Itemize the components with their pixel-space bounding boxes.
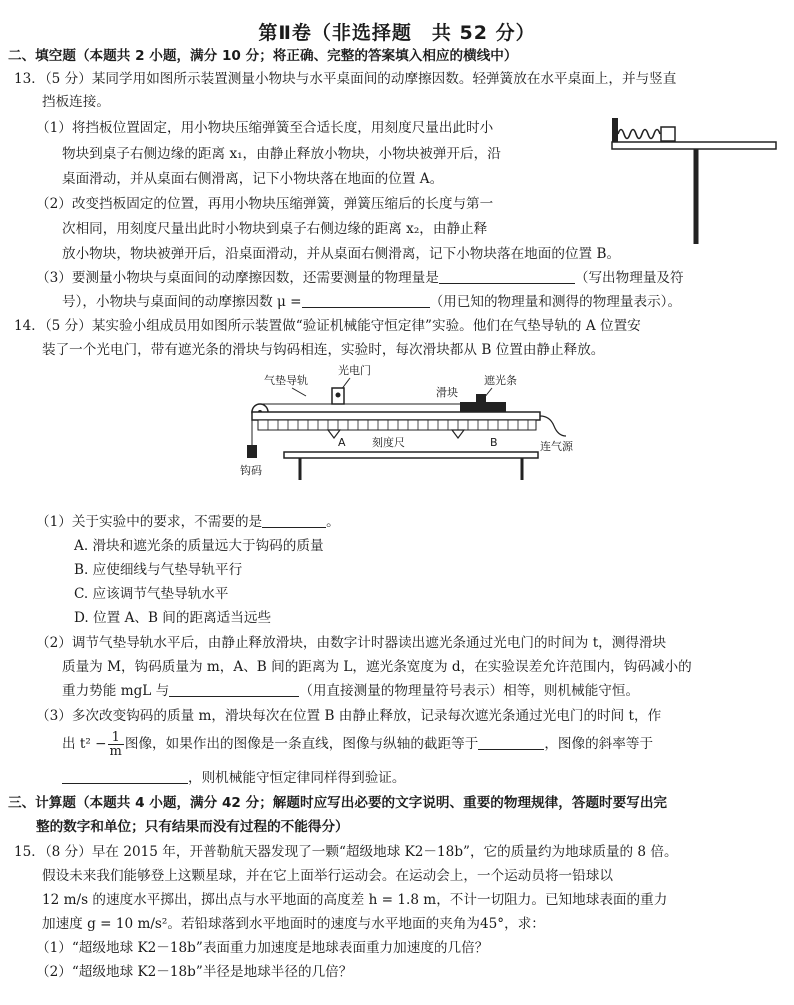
- section2-header: 二、填空题（本题共 2 小题，满分 10 分；将正确、完整的答案填入相应的横线中）: [8, 48, 518, 64]
- q14-part3-text-d: ，则机械能守恒定律同样得到验证。: [188, 770, 406, 786]
- air-hose: [540, 416, 566, 436]
- hook-weight: [247, 445, 257, 458]
- q14-part3-line1: （3）多次改变钩码的质量 m，滑块每次在位置 B 由静止释放，记录每次遮光条通过光电门的时间 t，作: [36, 708, 662, 724]
- answer-blank[interactable]: [169, 681, 299, 697]
- q13-part1-line2: 物块到桌子右侧边缘的距离 x₁，由静止释放小物块，小物块被弹开后，沿: [62, 146, 501, 162]
- q15-line3: 12 m/s 的速度水平掷出，掷出点与水平地面的高度差 h = 1.8 m，不计一切阻力。已知地球表面的重力: [42, 892, 668, 908]
- ruler-label: 刻度尺: [372, 436, 405, 449]
- q14-part2-text-b: （用直接测量的物理量符号表示）相等，则机械能守恒。: [299, 683, 640, 699]
- answer-blank[interactable]: [439, 268, 575, 284]
- q15-line2: 假设未来我们能够登上这颗星球，并在它上面举行运动会。在运动会上，一个运动员将一铅球以: [42, 868, 613, 884]
- q13-part3-line1: [36, 268, 684, 288]
- q14-option-a: A. 滑块和遮光条的质量远大于钩码的质量: [74, 538, 324, 554]
- q14-option-b: B. 应使细线与气垫导轨平行: [74, 562, 243, 578]
- q13-line2: 挡板连接。: [42, 94, 110, 110]
- q14-part2-line3: [62, 681, 639, 701]
- q13-part3-text-a: （3）要测量小物块与桌面间的动摩擦因数，还需要测量的物理量是: [36, 270, 439, 286]
- q14-part1-end: 。: [326, 514, 340, 530]
- air-track-rail: [252, 412, 540, 420]
- small-block: [661, 127, 675, 141]
- shading-strip-label: 遮光条: [484, 374, 517, 387]
- q14-part3-line2: [62, 730, 653, 758]
- lab-table-top: [284, 452, 538, 458]
- q13-line1: 13．（5 分）某同学用如图所示装置测量小物块与水平桌面间的动摩擦因数。轻弹簧放在水平桌面上，并与竖直: [14, 71, 677, 87]
- q13-part1-line1: （1）将挡板位置固定，用小物块压缩弹簧至合适长度，用刻度尺量出此时小: [36, 120, 494, 136]
- q14-part3-line3: [62, 768, 406, 788]
- q13-part1-line3: 桌面滑动，并从桌面右侧滑离，记下小物块落在地面的位置 A。: [62, 171, 444, 187]
- q14-part3-text-b: 图像，如果作出的图像是一条直线，图像与纵轴的截距等于: [124, 736, 479, 752]
- q14-option-c: C. 应该调节气垫导轨水平: [74, 586, 229, 602]
- section3-header-line2: 整的数字和单位；只有结果而没有过程的不能得分）: [36, 819, 349, 835]
- q14-part2-line1: （2）调节气垫导轨水平后，由静止释放滑块，由数字计时器读出遮光条通过光电门的时间为 t，测得滑块: [36, 635, 667, 651]
- hook-weight-label: 钩码: [240, 464, 262, 477]
- air-track-label: 气垫导轨: [264, 374, 308, 387]
- q15-line4: 加速度 g = 10 m/s²。若铅球落到水平地面时的速度与水平地面的夹角为45°，求：: [42, 916, 545, 932]
- air-source-label: 连气源: [540, 440, 573, 453]
- q14-part3-text-c: ，图像的斜率等于: [544, 736, 654, 752]
- q14-part3-text-a: 出 t² −: [62, 736, 107, 752]
- q13-part2-line1: （2）改变挡板固定的位置，再用小物块压缩弹簧，弹簧压缩后的长度与第一: [36, 196, 494, 212]
- page-title: 第Ⅱ卷（非选择题 共 52 分）: [258, 22, 536, 44]
- q13-part3-text-d: （用已知的物理量和测得的物理量表示）。: [429, 294, 682, 310]
- point-a-label: A: [338, 436, 346, 449]
- q13-part2-line2: 次相同，用刻度尺量出此时小物块到桌子右侧边缘的距离 x₂，由静止释: [62, 221, 488, 237]
- air-track-figure: [222, 362, 602, 480]
- photogate-label: 光电门: [338, 364, 371, 377]
- answer-blank[interactable]: [262, 512, 326, 528]
- q14-part2-line2: 质量为 M，钩码质量为 m，A、B 间的距离为 L，遮光条宽度为 d，在实验误差允许范围内，钩码减小的: [62, 659, 692, 675]
- answer-blank[interactable]: [62, 768, 188, 784]
- q15-sub2: （2）“超级地球 K2－18b”半径是地球半径的几倍？: [36, 964, 353, 980]
- q15-line1: 15．（8 分）早在 2015 年，开普勒航天器发现了一颗“超级地球 K2－18b”，它的质量约为地球质量的 8 倍。: [14, 844, 678, 860]
- spring-table-figure: [606, 114, 782, 246]
- q13-part3-text-b: （写出物理量及符: [574, 270, 684, 286]
- section3-header-line1: 三、计算题（本题共 4 小题，满分 42 分；解题时应写出必要的文字说明、重要的物理规律，答题时要写出完: [8, 795, 668, 811]
- q15-sub1: （1）“超级地球 K2－18b”表面重力加速度是地球表面重力加速度的几倍？: [36, 940, 489, 956]
- q14-option-d: D. 位置 A、B 间的距离适当远些: [74, 610, 272, 626]
- answer-blank[interactable]: [478, 734, 544, 750]
- q13-part2-line3: 放小物块，物块被弹开后，沿桌面滑动，并从桌面右侧滑离，记下小物块落在地面的位置 B。: [62, 246, 621, 262]
- q14-line2: 装了一个光电门，带有遮光条的滑块与钩码相连，实验时，每次滑块都从 B 位置由静止释放。: [42, 342, 605, 358]
- spring-icon: [618, 130, 660, 139]
- q13-part3-line2: [62, 292, 681, 312]
- q13-part3-text-c: 号），小物块与桌面间的动摩擦因数 μ =: [62, 294, 302, 310]
- point-b-label: B: [490, 436, 498, 449]
- q14-part2-text-a: 重力势能 mgL 与: [62, 683, 170, 699]
- fraction-one-over-m: $\frac{1}{m}$: [109, 730, 122, 759]
- q14-part1: [36, 512, 340, 532]
- ruler-bar: [258, 420, 536, 430]
- slider-label: 滑块: [436, 386, 458, 399]
- table-top: [612, 142, 776, 149]
- q14-part1-text: （1）关于实验中的要求，不需要的是: [36, 514, 263, 530]
- q14-line1: 14．（5 分）某实验小组成员用如图所示装置做“验证机械能守恒定律”实验。他们在气垫导轨的 A 位置安: [14, 318, 641, 334]
- answer-blank[interactable]: [302, 292, 430, 308]
